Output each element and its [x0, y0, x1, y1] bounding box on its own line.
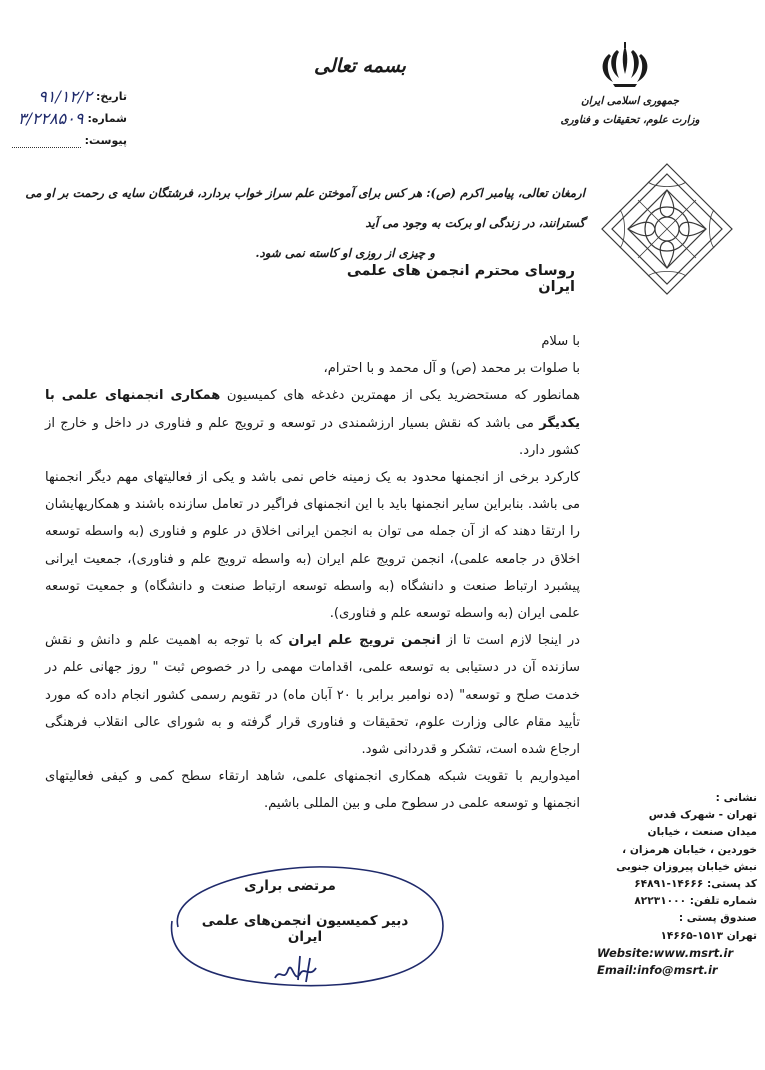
p3-text-a: در اینجا لازم است تا از	[440, 633, 580, 649]
address-line: تهران ۱۵۱۳-۱۴۶۶۵	[660, 929, 757, 942]
number-label: شماره:	[87, 112, 127, 125]
handwritten-signature-icon	[270, 948, 330, 988]
address-line: نشانی :	[715, 792, 757, 804]
date-label: تاریخ:	[95, 90, 127, 103]
address-line: تهران - شهرک قدس	[648, 809, 757, 822]
address-line: شماره تلفن: ۸۲۲۳۱۰۰۰	[634, 895, 757, 908]
signatory-name: مرتضی براری	[244, 878, 336, 894]
address-line: صندوق پستی :	[678, 912, 757, 925]
number-value: ۳/۲۲۸۵۰۹	[17, 109, 84, 128]
islamic-ornament-icon	[598, 160, 736, 298]
quote-line-1: ارمغان تعالی، پیامبر اکرم (ص): هر کس برای آموختن علم سراز خواب بردارد، فرشتگان سایه ی رحمت بر او می گسترانند، در زندگی او برکت به وجود می آید	[25, 186, 585, 230]
address-line: نبش خیابان پیروزان جنوبی	[616, 860, 757, 873]
attachment-label: پیوست:	[84, 134, 127, 147]
address-line: میدان صنعت ، خیابان	[647, 826, 757, 839]
p1-bold: همکاری انجمنهای علمی با یکدیگر	[45, 388, 580, 431]
paragraph-3	[45, 627, 580, 763]
quote-line-2: و چیزی از روزی او کاسته نمی شود.	[255, 246, 435, 260]
date-row	[12, 86, 127, 108]
attachment-row	[12, 130, 127, 152]
salutation: با صلوات بر محمد (ص) و آل محمد و با احترام،	[323, 361, 580, 377]
letter-body	[45, 328, 580, 818]
p3-text-b: که با توجه به اهمیت علم و دانش و نقش سازنده آن در دستیابی به توسعه علمی، اقدامات مهمی را در خصوص ثبت " روز جهانی علم در خدمت صلح و توسعه" (ده نوامبر برابر با ۲۰ آبان ماه) در تقویم رسمی کشور انجام داده که مورد تأیید مقام عالی وزارت علوم، تحقیقات و فناوری قرار گرفته و به شورای عالی انقلاب فرهنگی ارجاع شده است، تشکر و قدردانی شود.	[45, 633, 580, 758]
p3-bold: انجمن ترویج علم ایران	[288, 633, 441, 649]
p1-text-b: می باشد که نقش بسیار ارزشمندی در توسعه و ترویج علم و فناوری در داخل و خارج از کشور دارد.	[45, 415, 580, 458]
greeting: با سلام	[541, 334, 580, 349]
ministry-line-1: جمهوری اسلامی ایران	[580, 95, 680, 107]
website-link[interactable]: Website:www.msrt.ir	[597, 945, 734, 960]
paragraph-4: امیدواریم با تقویت شبکه همکاری انجمنهای علمی، شاهد ارتقاء سطح کمی و کیفی فعالیتهای انجمنها و توسعه علمی در سطوح ملی و بین المللی باشیم.	[45, 769, 580, 812]
address-line: کد پستی: ۱۴۶۶۶-۶۴۸۹۱	[634, 878, 757, 891]
paragraph-1	[45, 382, 580, 464]
hadith-quote	[25, 178, 585, 268]
ministry-line-2: وزارت علوم، تحقیقات و فناوری	[560, 114, 700, 126]
paragraph-2: کارکرد برخی از انجمنها محدود به یک زمینه خاص نمی باشد و یکی از فعالیتهای مهم دیگر انجمنها می باشد. بنابراین سایر انجمنها باید با این انجمنهای فراگیر در تعامل سازنده باشند و همکاریهایشان را ارتقا دهند که از آن جمله می توان به انجمن ایرانی اخلاق در علوم و فناوری (به واسطه توسعه اخلاق در جامعه علمی)، انجمن ترویج علم ایران (به واسطه ترویج علم و فناوری)، جمعیت ایرانی پیشبرد ارتباط صنعت و دانشگاه (به واسطه توسعه ارتباط صنعت و دانشگاه) و جمعیت توسعه علمی ایران (به واسطه توسعه علم و فناوری).	[45, 470, 580, 622]
email-link[interactable]: Email:info@msrt.ir	[597, 963, 718, 978]
date-value: ۹۱/۱۲/۲	[38, 87, 92, 106]
ministry-address	[597, 790, 757, 979]
addressee: روسای محترم انجمن های علمی ایران	[346, 263, 575, 295]
address-line: خوردین ، خیابان هرمزان ،	[622, 843, 757, 856]
signatory-title: دبیر کمیسیون انجمن‌های علمی ایران	[201, 913, 409, 945]
iran-emblem-icon	[595, 40, 655, 90]
letter-meta	[12, 86, 127, 152]
bismillah-heading: بسمه تعالی	[314, 55, 406, 77]
ministry-name	[555, 92, 705, 130]
p1-text-a: همانطور که مستحضرید یکی از مهمترین دغدغه های کمیسیون	[220, 388, 580, 404]
number-row	[12, 108, 127, 130]
attachment-dots	[12, 135, 81, 148]
